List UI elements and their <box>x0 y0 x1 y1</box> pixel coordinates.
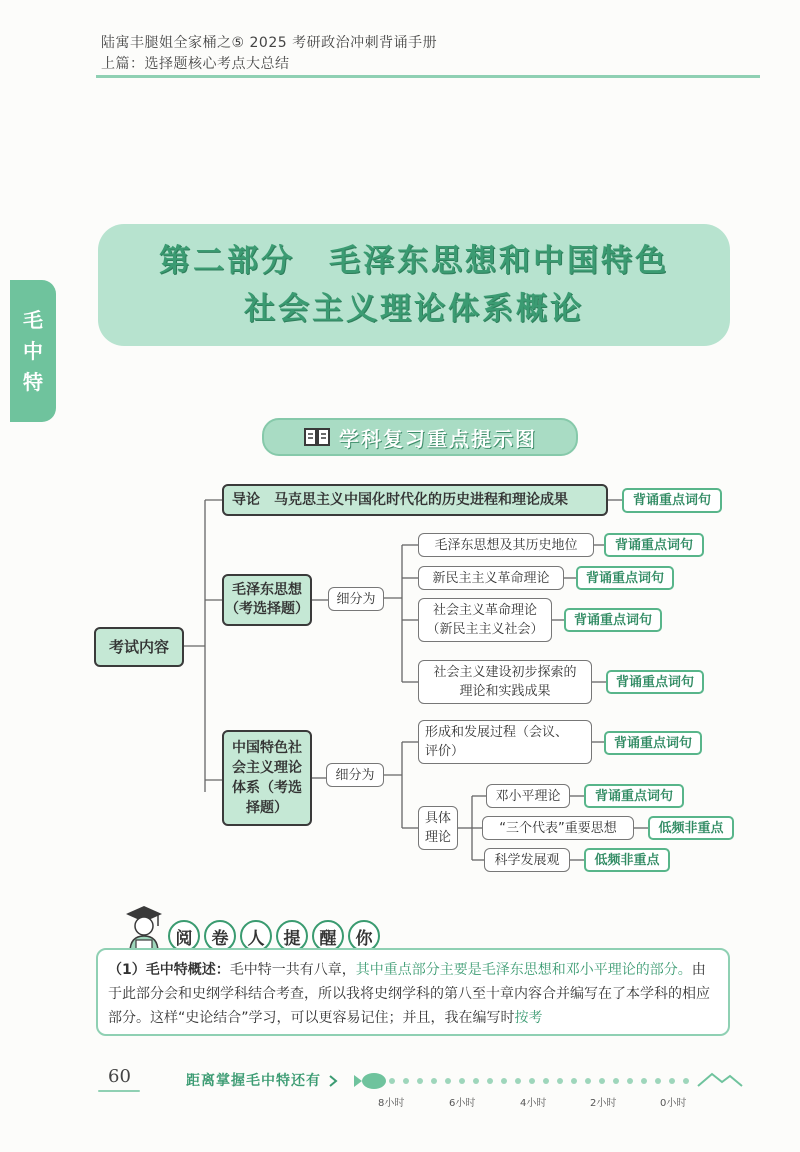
mao-item-3 <box>418 598 552 642</box>
socialism-label-4: 择题） <box>246 800 288 816</box>
intro-tag: 背诵重点词句 <box>622 488 722 513</box>
reader-mascot-icon <box>122 902 166 954</box>
tick-8h: 8小时 <box>378 1098 405 1109</box>
soc-formation-node <box>418 720 592 764</box>
side-tab-char-2: 中 <box>23 338 43 363</box>
mao-item-2: 新民主主义革命理论 <box>418 566 564 590</box>
mao-item-3-tag: 背诵重点词句 <box>564 608 662 632</box>
progress-caption: 距离掌握毛中特还有 <box>186 1073 321 1089</box>
header-subtitle: 上篇：选择题核心考点大总结 <box>101 56 290 72</box>
mao-thought-note: （考选择题） <box>225 601 309 617</box>
notice-text-a: 毛中特一共有八章， <box>229 962 356 978</box>
header-title: 陆寓丰腿姐全家桶之⑤ 2025 考研政治冲刺背诵手册 <box>101 35 438 51</box>
part-title-line-2: 社会主义理论体系概论 <box>244 291 584 327</box>
soc-split-label: 细分为 <box>326 763 384 787</box>
theory-scientific-dev: 科学发展观 <box>484 848 570 872</box>
specific-line-1: 具体 <box>424 811 451 826</box>
side-tab-char-1: 毛 <box>23 307 43 332</box>
tick-2h: 2小时 <box>590 1098 617 1109</box>
specific-line-2: 理论 <box>424 830 451 845</box>
mao-item-3-line-1: 社会主义革命理论 <box>432 603 537 618</box>
soc-formation-tag: 背诵重点词句 <box>604 731 702 755</box>
socialism-label-2: 会主义理论 <box>232 760 302 776</box>
notice-title-char-3: 人 <box>240 920 272 952</box>
notice-box <box>96 948 730 1036</box>
theory-deng: 邓小平理论 <box>486 784 570 808</box>
mao-item-4-line-2: 理论和实践成果 <box>459 684 551 699</box>
mao-item-3-line-2: （新民主主义社会） <box>426 622 544 637</box>
theory-scientific-dev-tag: 低频非重点 <box>584 848 670 872</box>
notice-title-char-2: 卷 <box>204 920 236 952</box>
notice-title-char-1: 阅 <box>168 920 200 952</box>
notice-highlight-1: 其中重点部分主要是毛泽东思想和邓小平理论的部分。 <box>355 962 692 978</box>
mao-item-1: 毛泽东思想及其历史地位 <box>418 533 594 557</box>
progress-track <box>326 1068 746 1094</box>
socialism-label-3: 体系（考选 <box>232 780 302 796</box>
tick-0h: 0小时 <box>660 1098 687 1109</box>
specific-theory-node <box>418 806 458 850</box>
mindmap-title-text: 学科复习重点提示图 <box>339 426 537 451</box>
mao-item-2-tag: 背诵重点词句 <box>576 566 674 590</box>
notice-text-b: 由于此部分会和史纲学科结合考查，所以我将史纲学科的第八至十章内容合并编写在了本学科的相应部分。这样“史论结合”学习，可以更容易记住；并且，我在编写时 <box>108 962 710 1026</box>
theory-three-represents: “三个代表”重要思想 <box>482 816 634 840</box>
socialism-theory-node <box>222 730 312 826</box>
tick-6h: 6小时 <box>449 1098 476 1109</box>
mao-item-4 <box>418 660 592 704</box>
chevron-right-icon <box>330 1076 336 1086</box>
soc-formation-line-2: 评价） <box>425 744 465 759</box>
part-title-line-1: 第二部分 毛泽东思想和中国特色 <box>159 243 669 279</box>
notice-title-char-6: 你 <box>348 920 380 952</box>
soc-formation-line-1: 形成和发展过程（会议、 <box>425 725 569 740</box>
tick-4h: 4小时 <box>520 1098 547 1109</box>
fish-icon <box>362 1073 386 1089</box>
page-number: 60 <box>108 1066 131 1087</box>
notice-title-char-5: 醒 <box>312 920 344 952</box>
mao-item-4-tag: 背诵重点词句 <box>606 670 704 694</box>
intro-node: 导论 马克思主义中国化时代化的历史进程和理论成果 <box>222 484 608 516</box>
progress-dots <box>389 1078 689 1084</box>
notice-highlight-2: 按考 <box>514 1010 543 1026</box>
mao-item-4-line-1: 社会主义建设初步探索的 <box>433 665 577 680</box>
mountain-icon <box>698 1074 742 1086</box>
mao-split-label: 细分为 <box>328 587 384 611</box>
mao-item-1-tag: 背诵重点词句 <box>604 533 704 557</box>
mao-thought-node <box>222 574 312 626</box>
theory-three-represents-tag: 低频非重点 <box>648 816 734 840</box>
mao-thought-label: 毛泽东思想 <box>232 582 302 598</box>
page-number-underline <box>98 1090 140 1092</box>
notice-title-char-4: 提 <box>276 920 308 952</box>
socialism-label-1: 中国特色社 <box>232 740 302 756</box>
side-tab-char-3: 特 <box>23 369 43 394</box>
notice-label: （1）毛中特概述： <box>108 962 230 978</box>
root-node-exam-content: 考试内容 <box>94 627 184 667</box>
theory-deng-tag: 背诵重点词句 <box>584 784 684 808</box>
